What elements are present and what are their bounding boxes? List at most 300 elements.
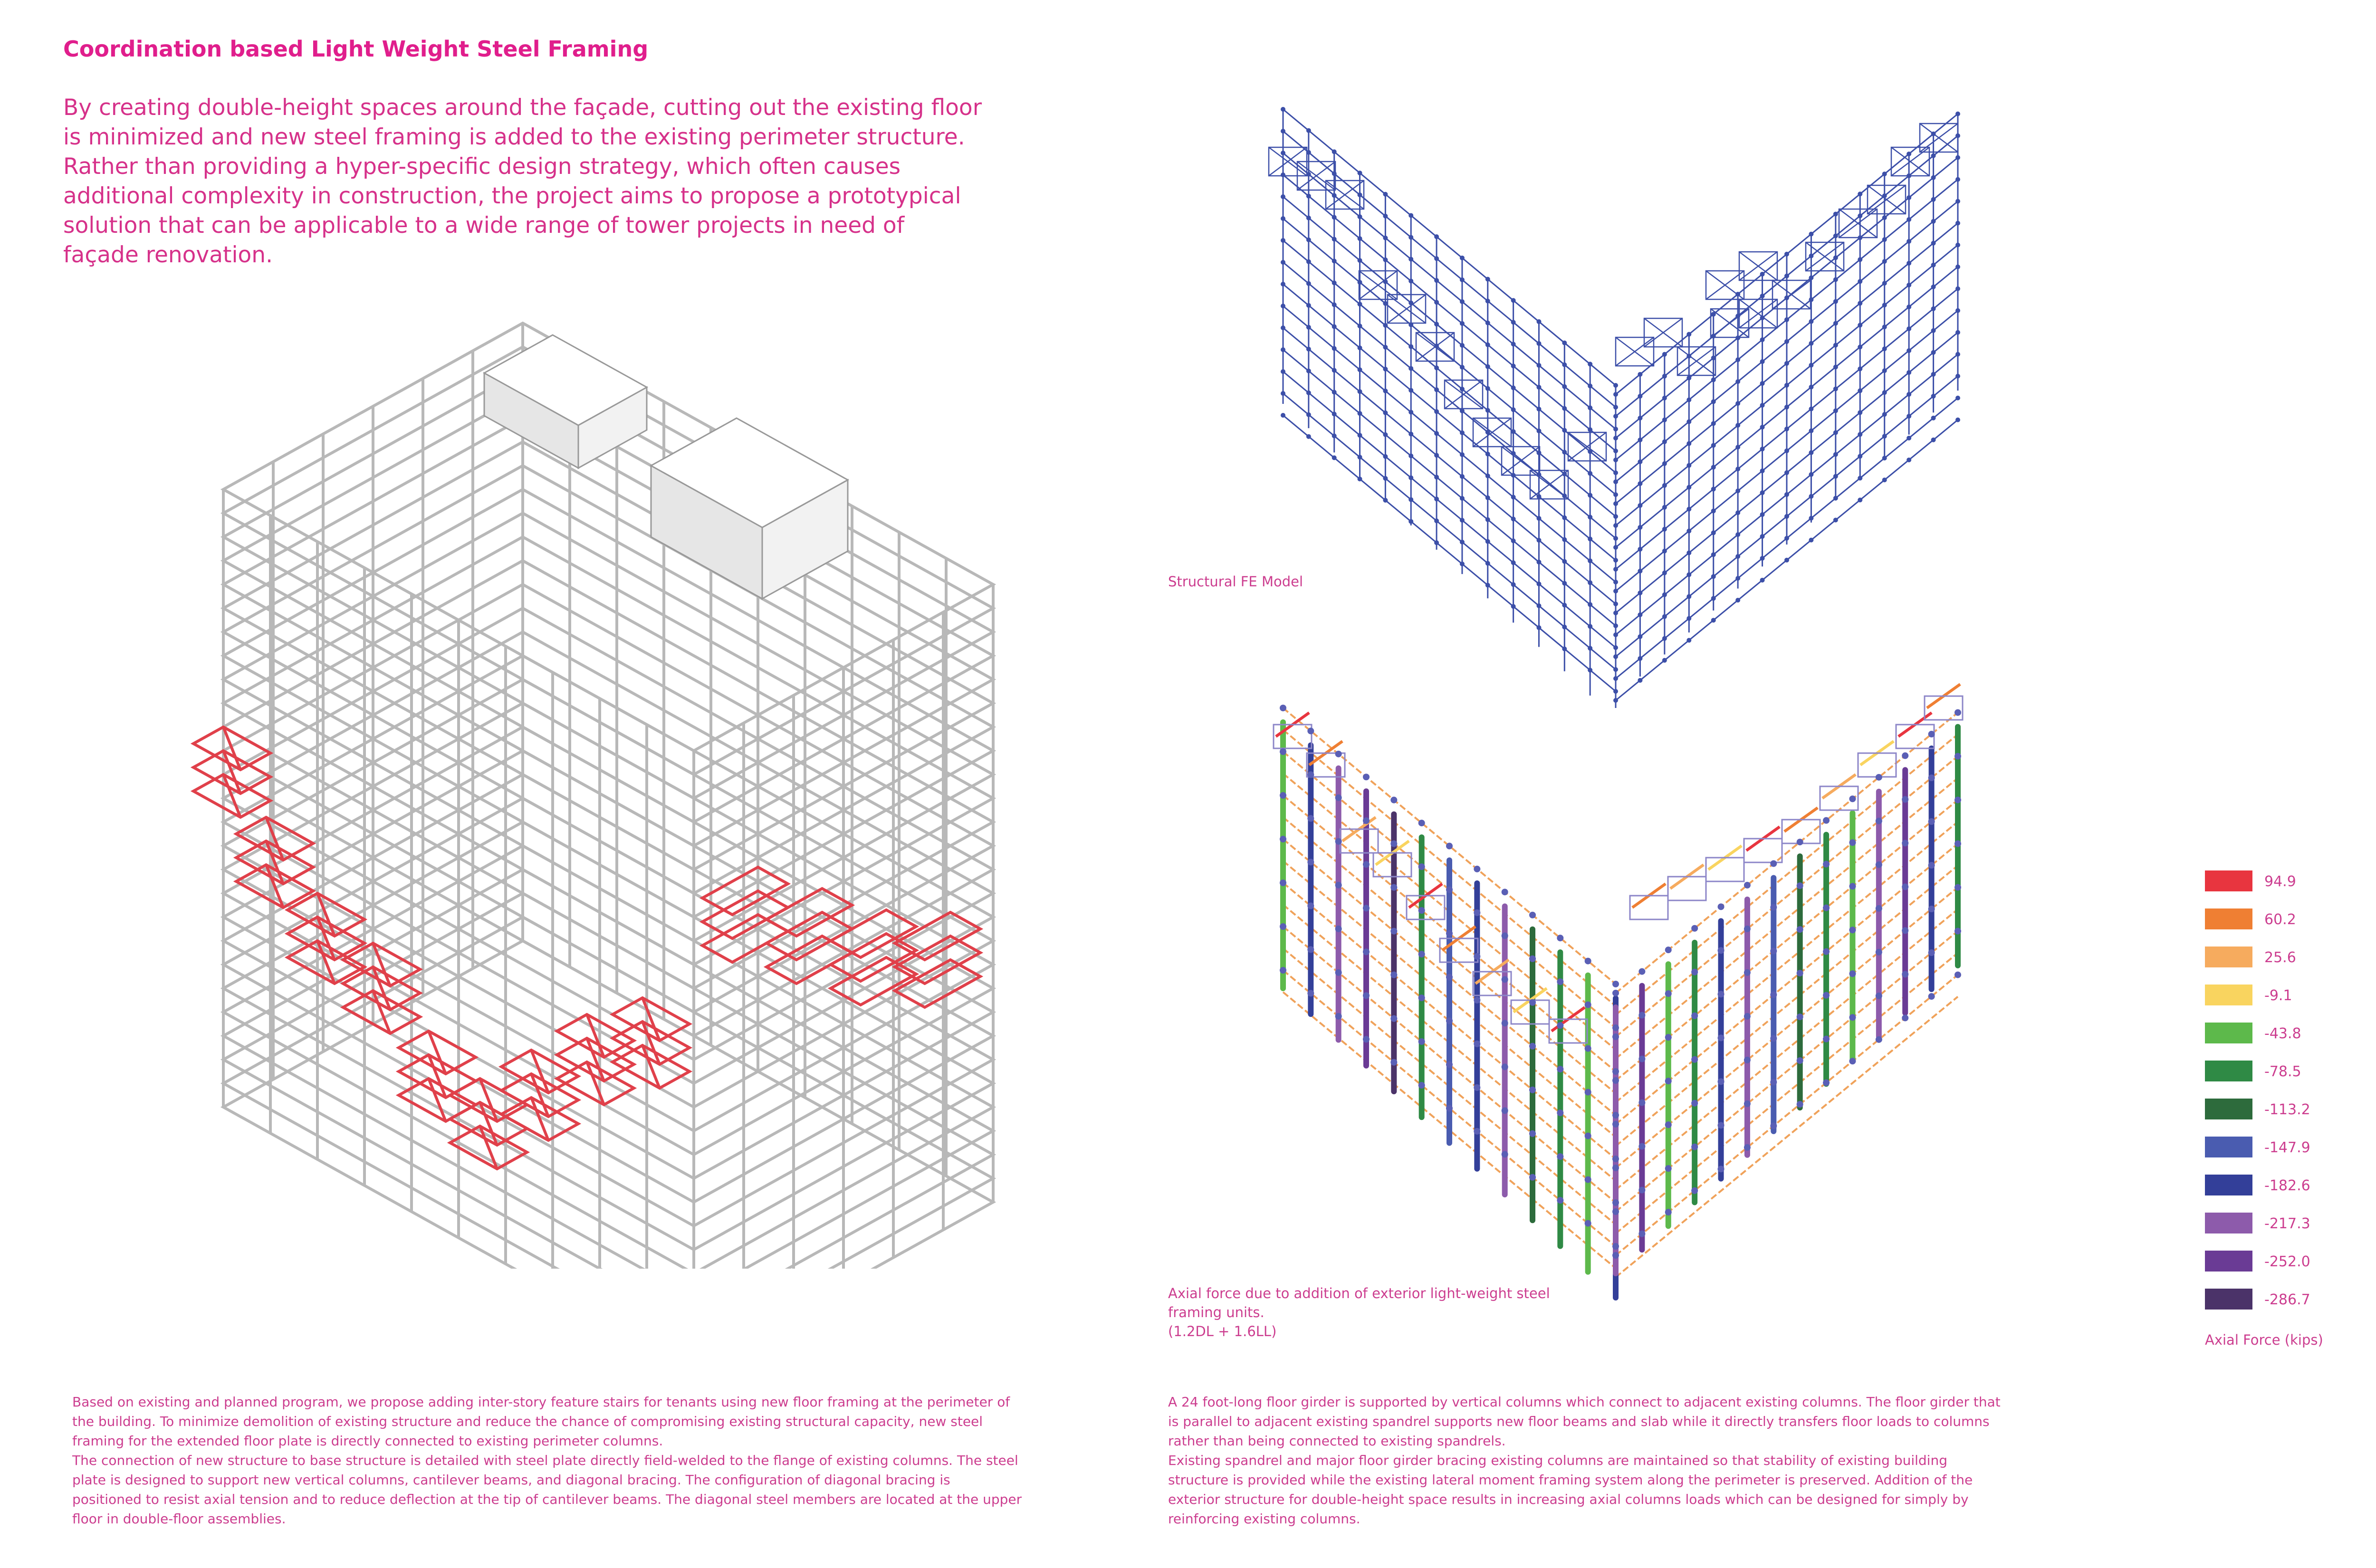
fe-node [1784,427,1789,431]
fe-node [1434,278,1439,283]
fe-node [1511,429,1516,434]
fe-node [1686,528,1691,533]
fe-node [1536,582,1541,586]
legend-swatch [2205,1289,2252,1310]
fe-node [1408,475,1413,480]
fe-node [1332,455,1337,460]
axial-node [1474,953,1480,960]
legend-swatch [2205,1137,2252,1157]
fe-node [1434,475,1439,479]
axial-node [1770,1123,1777,1129]
fe-node [1833,364,1838,369]
fe-node [1485,539,1490,544]
legend-value: -182.6 [2264,1177,2310,1194]
fe-node [1588,515,1592,519]
axial-node [1691,1056,1698,1063]
axial-node [1418,951,1425,957]
axial-node [1718,1078,1725,1085]
fe-node [1882,478,1887,482]
fe-node [1434,344,1439,348]
axial-node [1797,839,1803,845]
fe-node [1638,634,1642,639]
fe-node [1662,374,1667,379]
axial-node [1502,932,1508,939]
fe-node [1809,494,1813,499]
fe-node [1662,614,1667,619]
fe-node [1833,452,1838,457]
fe-node [1858,476,1862,480]
fe-node [1784,317,1789,322]
fe-node [1511,495,1516,499]
axial-node [1335,926,1342,932]
fe-node [1711,443,1716,448]
fe-node [1711,552,1716,557]
fe-node [1511,320,1516,325]
axial-node [1718,903,1725,910]
new-frame-brace [317,941,335,984]
axial-node [1529,912,1536,918]
fe-node [1735,335,1740,340]
fe-node [1686,419,1691,424]
fe-node [1511,473,1516,478]
fe-node [1858,454,1862,459]
fe-node [1536,494,1541,499]
fe-node [1931,175,1936,180]
fe-node [1358,324,1362,328]
fe-node [1562,363,1567,367]
axial-node [1902,927,1908,934]
axial-node [1638,1231,1645,1237]
axial-node [1585,1002,1591,1008]
axial-node [1665,947,1672,953]
fe-node [1858,279,1862,284]
fe-node [1588,624,1592,629]
fe-node [1511,560,1516,565]
fe-node [1485,561,1490,566]
axial-node [1612,1024,1619,1031]
fe-node [1588,449,1592,454]
fe-node [1955,374,1960,379]
axial-nodes [1280,705,1961,1259]
fe-node [1383,301,1388,306]
fe-node [1408,300,1413,305]
axial-node [1612,981,1619,987]
axial-node [1474,909,1480,916]
fe-node [1809,254,1813,258]
fe-node [1711,355,1716,360]
fe-node [1858,235,1862,240]
fe-node [1662,418,1667,422]
axial-node [1418,1082,1425,1089]
fe-node [1281,172,1285,177]
axial-node [1665,1078,1672,1084]
new-frame-unit [895,912,980,960]
fe-node [1858,257,1862,262]
fe-node [1434,497,1439,501]
fe-node [1711,312,1716,316]
fe-node [1955,330,1960,335]
fe-node [1281,260,1285,265]
fe-node [1358,455,1362,459]
axial-columns [1283,722,1958,1298]
fe-node [1332,237,1337,241]
axial-node [1876,949,1882,956]
fe-node [1358,302,1362,306]
fe-node [1485,517,1490,522]
fe-node [1882,215,1887,220]
fe-node [1383,258,1388,262]
fe-node [1955,221,1960,226]
fe-node [1536,450,1541,455]
fe-node [1784,449,1789,453]
fe-node [1588,471,1592,476]
axial-node [1363,861,1370,868]
fe-node [1434,387,1439,392]
axial-node [1446,1018,1453,1024]
fe-node [1784,514,1789,519]
fe-node [1588,362,1592,366]
fe-node [1383,345,1388,350]
axial-node [1770,904,1777,911]
new-frame-unit [895,936,980,984]
fe-node [1460,256,1465,260]
axial-node [1797,926,1803,933]
fe-node [1511,516,1516,521]
axial-node [1280,748,1286,755]
legend-title: Axial Force (kips) [2205,1332,2323,1348]
fe-node [1306,391,1311,395]
axial-node [1902,840,1908,846]
right-paragraph-2: Existing spandrel and major floor girder bracing existing columns are maintained so that stability of existing building structure is provided while the existing lateral moment framing system along the perimeter is preserved. Addition of the exterior structure for double-height space results in increasing axial columns loads which can be designed for simply by reinforcing existing columns. [1168,1453,1973,1527]
fe-node [1809,516,1813,521]
axial-node [1823,1036,1830,1042]
left-paragraph-2: The connection of new structure to base structure is detailed with steel plate directly field-welded to the flange of existing columns. The steel plate is designed to support new vertical columns, cantilever beams, and diagonal bracing. The configuration of diagonal bracing is positioned to resist axial tension and to reduce deflection at the tip of cantilever beams. The diagonal steel members are located at the upper floor in double-floor assemblies. [72,1453,1022,1527]
fe-node [1536,385,1541,390]
new-frame-brace [429,1055,446,1098]
fe-node [1931,328,1936,333]
new-frame-brace [480,1079,497,1121]
fe-node [1833,211,1838,216]
legend-swatch [2205,1213,2252,1233]
axial-node [1849,927,1856,933]
fe-node [1613,602,1618,606]
fe-node [1358,236,1362,241]
axial-node [1665,1034,1672,1041]
fe-node [1613,449,1618,453]
fe-node [1358,214,1362,219]
fe-node [1907,326,1911,331]
fe-node [1358,411,1362,416]
fe-node [1408,519,1413,524]
axial-node [1557,935,1563,941]
left-paragraph-1: Based on existing and planned program, we propose adding inter-story feature stairs for tenants using new floor framing at the perimeter of the building. To minimize demolition of existing structure and reduce the chance of compromising existing structural capacity, new steel framing for the extended floor plate is directly connected to existing perimeter columns. [72,1394,1010,1449]
fe-node [1408,235,1413,239]
fe-node [1907,414,1911,419]
fe-node [1907,195,1911,200]
axial-node [1797,1101,1803,1108]
axial-node [1557,1153,1563,1160]
fe-node [1562,384,1567,389]
fe-node [1907,458,1911,462]
fe-node [1306,238,1311,242]
fe-node [1511,298,1516,303]
fe-node [1907,392,1911,397]
fe-node [1760,490,1765,495]
new-frame-brace [587,1038,604,1081]
axial-node [1770,1035,1777,1042]
axial-node [1638,1187,1645,1194]
axial-node [1474,1041,1480,1047]
fe-node [1332,149,1337,154]
fe-node [1562,516,1567,520]
axial-caption-line1: Axial force due to addition of exterior light-weight steel [1168,1285,1550,1301]
fe-node [1485,277,1490,282]
axial-node [1585,1176,1591,1183]
fe-node [1358,171,1362,175]
fe-node [1638,547,1642,552]
cantilever-box [1925,696,1963,720]
fe-node [1281,107,1285,112]
fe-node [1613,580,1618,584]
legend-value: -113.2 [2264,1101,2310,1118]
axial-node [1390,972,1397,978]
fe-node [1358,389,1362,394]
fe-node [1536,407,1541,411]
axial-frame [1283,708,1958,1298]
fe-node [1931,394,1936,399]
axial-node [1876,905,1882,912]
fe-node [1858,366,1862,371]
legend-value: 94.9 [2264,873,2296,890]
fe-node [1833,343,1838,347]
fe-node [1383,367,1388,372]
axial-node [1691,1013,1698,1019]
fe-node [1383,236,1388,240]
fe-node [1536,363,1541,368]
fe-node [1562,494,1567,498]
fe-node [1858,344,1862,349]
fe-node [1931,350,1936,355]
fe-node [1281,347,1285,352]
axial-node [1876,993,1882,999]
new-frame-brace [317,893,335,936]
cantilever-box [1668,877,1706,900]
axial-node [1363,1036,1370,1042]
fe-node [1434,453,1439,458]
fe-node [1784,492,1789,497]
fe-node [1536,516,1541,521]
fe-node [1809,429,1813,433]
fe-node [1907,173,1911,178]
fe-node [1358,345,1362,350]
fe-node [1686,354,1691,358]
fe-node [1711,399,1716,404]
fe-node [1638,459,1642,464]
fe-node [1638,525,1642,530]
fe-node [1562,341,1567,345]
legend-swatch [2205,985,2252,1005]
legend-value: -217.3 [2264,1215,2310,1232]
fe-node [1735,314,1740,318]
fe-node [1613,611,1618,615]
axial-node [1797,1057,1803,1064]
fe-node [1613,536,1618,541]
fe-node [1408,388,1413,392]
fe-node [1955,112,1960,116]
fe-node [1858,323,1862,327]
fe-node [1460,496,1465,501]
fe-node [1485,364,1490,369]
fe-node [1809,232,1813,237]
fe-node [1434,234,1439,239]
fe-node [1931,241,1936,246]
fe-node [1833,517,1838,522]
fe-node [1306,303,1311,308]
legend-value: 25.6 [2264,949,2296,966]
fe-node [1735,510,1740,515]
fe-node [1511,451,1516,456]
axial-node [1718,1034,1725,1041]
legend-swatch [2205,1175,2252,1195]
axial-node [1307,771,1314,778]
axial-node [1902,883,1908,890]
new-frame-brace [480,1102,497,1145]
fe-node [1931,132,1936,136]
axial-node [1502,889,1508,895]
fe-node [1306,172,1311,177]
axial-node [1718,947,1725,954]
fe-node [1562,537,1567,542]
fe-node [1809,450,1813,455]
axial-node [1954,753,1961,760]
axial-node [1390,884,1397,891]
fe-node [1735,292,1740,296]
axial-force-model [1245,641,2148,1316]
fe-node [1686,463,1691,468]
axial-node [1718,1166,1725,1172]
fe-node [1858,388,1862,393]
axial-node [1638,1056,1645,1062]
axial-node [1474,997,1480,1004]
fe-node [1613,623,1618,628]
fe-node [1760,578,1765,583]
axial-node [1612,1033,1619,1040]
axial-node [1612,1165,1619,1171]
fe-node [1735,401,1740,406]
fe-node [1858,213,1862,218]
fe-node [1931,306,1936,311]
fe-node [1760,468,1765,473]
fe-cantilever-boxes [1269,124,1958,499]
fe-node [1281,413,1285,418]
axial-caption-line3: (1.2DL + 1.6LL) [1168,1323,1277,1339]
fe-node [1281,151,1285,155]
fe-node [1662,461,1667,466]
fe-node [1306,434,1311,439]
fe-node [1408,344,1413,349]
fe-node [1809,276,1813,280]
axial-node [1928,906,1935,912]
axial-node [1849,1014,1856,1021]
new-frame-brace [642,1022,660,1064]
fe-node [1662,571,1667,575]
axial-node [1718,991,1725,997]
fe-node [1955,265,1960,269]
fe-node [1562,472,1567,477]
axial-caption-line2: framing units. [1168,1304,1265,1320]
axial-node [1390,928,1397,935]
axial-node [1954,797,1961,803]
fe-node [1485,408,1490,413]
fe-node [1485,474,1490,478]
fe-node [1907,152,1911,156]
fe-node [1460,452,1465,457]
fe-node [1760,381,1765,386]
fe-node [1460,321,1465,326]
axial-node [1665,1121,1672,1128]
fe-node [1735,467,1740,471]
fe-node [1281,391,1285,396]
fe-node [1460,430,1465,435]
fe-node [1485,430,1490,435]
cantilever-box [1630,896,1668,919]
fe-node [1306,347,1311,352]
fe-node [1383,323,1388,328]
axial-node [1928,862,1935,869]
fe-node [1332,324,1337,329]
roof-penthouses [484,335,848,599]
fe-node [1882,325,1887,329]
isometric-building-model [48,295,1022,1269]
fe-node [1613,392,1618,397]
fe-node [1306,281,1311,286]
fe-node [1931,263,1936,268]
legend-swatch [2205,947,2252,967]
fe-node [1858,301,1862,306]
axial-node [1744,1013,1751,1020]
floor-ring [223,893,993,1269]
fe-node [1536,341,1541,346]
fe-node [1613,632,1618,637]
fe-node [1281,194,1285,199]
fe-node [1511,342,1516,346]
axial-node [1928,949,1935,956]
fe-node [1711,487,1716,491]
new-frame-brace [587,1062,604,1105]
fe-node [1784,383,1789,388]
axial-node [1446,974,1453,981]
fe-node [1613,492,1618,497]
fe-node [1833,299,1838,304]
fe-node [1955,199,1960,204]
cantilever-box [1340,829,1378,853]
axial-node [1335,838,1342,845]
fe-node [1711,596,1716,601]
fe-node [1383,192,1388,197]
fe-node [1955,243,1960,248]
fe-node [1638,438,1642,442]
fe-node [1833,430,1838,435]
fe-node [1408,497,1413,502]
fe-node [1931,416,1936,421]
fe-node [1907,239,1911,244]
fe-node [1833,474,1838,478]
fe-node [1760,447,1765,451]
fe-node [1711,465,1716,469]
axial-node [1797,1013,1803,1020]
axial-node [1849,883,1856,889]
fe-node [1784,470,1789,475]
